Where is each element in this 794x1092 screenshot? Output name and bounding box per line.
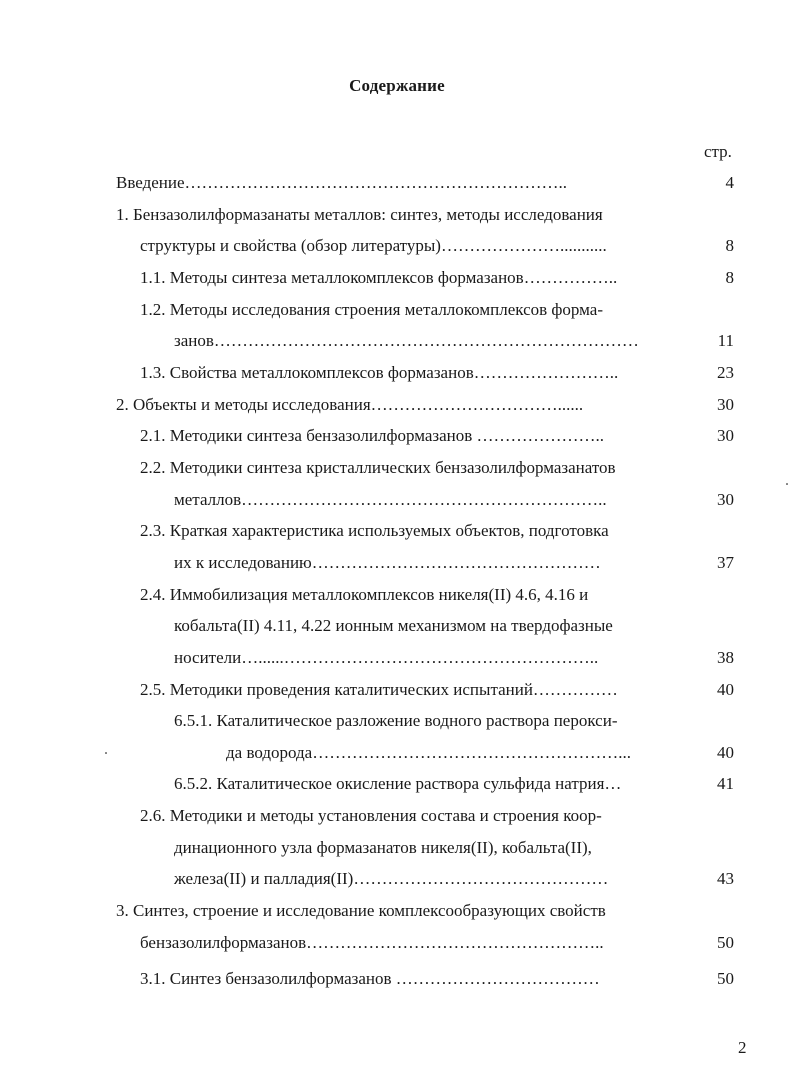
toc-entry-2-6-cont: железа(II) и палладия(II)……………………………………… xyxy=(174,869,609,888)
toc-entry-2-3-cont: их к исследованию…………………………………………… xyxy=(174,553,601,572)
toc-entry-6-5-1: 6.5.1. Каталитическое разложение водного раствора перокси- xyxy=(174,711,618,730)
toc-page-number: 40 xyxy=(717,743,734,762)
toc-entry-1-3: 1.3. Свойства металлокомплексов формазанов…………………….. xyxy=(140,363,619,382)
scan-speck xyxy=(786,483,788,485)
toc-entry-2-2-cont: металлов……………………………………………………….. xyxy=(174,490,607,509)
toc-entry-2-2: 2.2. Методики синтеза кристаллических бензазолилформазанатов xyxy=(140,458,616,477)
toc-entry-2-4-cont: носители…......……………………………………………….. xyxy=(174,648,599,667)
page-column-header: стр. xyxy=(704,142,732,161)
toc-entry-2-3: 2.3. Краткая характеристика используемых объектов, подготовка xyxy=(140,521,609,540)
toc-page-number: 40 xyxy=(717,680,734,699)
toc-page-number: 43 xyxy=(717,869,734,888)
toc-entry-6-5-1-cont: да водорода………………………………………………... xyxy=(226,743,631,762)
toc-page-number: 8 xyxy=(725,236,734,255)
scan-speck xyxy=(105,752,107,754)
toc-entry-1-2: 1.2. Методы исследования строения металлокомплексов форма- xyxy=(140,300,604,319)
toc-entry-chapter-2: 2. Объекты и методы исследования……………………………...... xyxy=(116,395,584,414)
toc-entry-2-5: 2.5. Методики проведения каталитических испытаний…………… xyxy=(140,680,618,699)
toc-page-number: 41 xyxy=(717,774,734,793)
toc-entry-1-2-cont: занов………………………………………………………………… xyxy=(174,331,639,350)
page-number: 2 xyxy=(738,1038,747,1057)
toc-entry-intro: Введение………………………………………………………….. xyxy=(116,173,568,192)
toc-entry-1-1: 1.1. Методы синтеза металлокомплексов формазанов…………….. xyxy=(140,268,618,287)
toc-entry-6-5-2: 6.5.2. Каталитическое окисление раствора сульфида натрия… xyxy=(174,774,622,793)
toc-entry-2-4: 2.4. Иммобилизация металлокомплексов никеля(II) 4.6, 4.16 и xyxy=(140,585,589,604)
toc-entry-chapter-3: 3. Синтез, строение и исследование комплексообразующих свойств xyxy=(116,901,606,920)
toc-page-number: 8 xyxy=(725,268,734,287)
toc-page-number: 11 xyxy=(717,331,734,350)
toc-page-number: 50 xyxy=(717,933,734,952)
toc-page-number: 23 xyxy=(717,363,734,382)
toc-page-number: 37 xyxy=(717,553,734,572)
toc-page-number: 30 xyxy=(717,490,734,509)
toc-entry-2-6-cont: динационного узла формазанатов никеля(II), кобальта(II), xyxy=(174,838,592,857)
page-title: Содержание xyxy=(349,76,445,95)
toc-page-number: 38 xyxy=(717,648,734,667)
toc-entry-chapter-3-cont: бензазолилформазанов…………………………………………….. xyxy=(140,933,604,952)
toc-entry-2-1: 2.1. Методики синтеза бензазолилформазанов ………………….. xyxy=(140,426,605,445)
toc-entry-2-6: 2.6. Методики и методы установления состава и строения коор- xyxy=(140,806,602,825)
toc-page-number: 50 xyxy=(717,969,734,988)
toc-entry-3-1: 3.1. Синтез бензазолилформазанов ……………………………… xyxy=(140,969,600,988)
toc-page-number: 30 xyxy=(717,395,734,414)
toc-page-number: 4 xyxy=(725,173,734,192)
toc-page-number: 30 xyxy=(717,426,734,445)
toc-entry-chapter-1-cont: структуры и свойства (обзор литературы)…………………........... xyxy=(140,236,607,255)
toc-entry-chapter-1: 1. Бензазолилформазанаты металлов: синтез, методы исследования xyxy=(116,205,603,224)
toc-entry-2-4-cont: кобальта(II) 4.11, 4.22 ионным механизмом на твердофазные xyxy=(174,616,613,635)
